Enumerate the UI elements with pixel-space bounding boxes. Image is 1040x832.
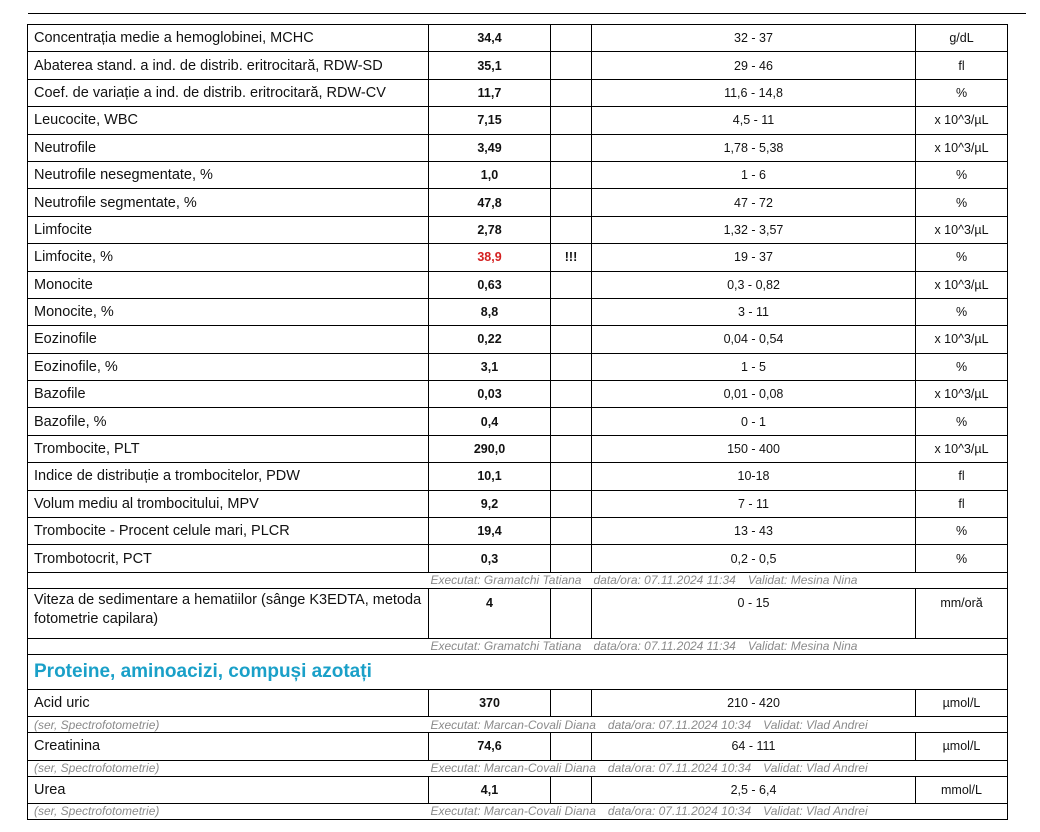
abnormal-flag	[551, 518, 592, 545]
abnormal-flag	[551, 298, 592, 325]
reference-range: 32 - 37	[592, 25, 916, 52]
validation-row	[28, 638, 1008, 654]
reference-range: 47 - 72	[592, 189, 916, 216]
unit: %	[916, 353, 1008, 380]
abnormal-flag	[551, 134, 592, 161]
table-row	[28, 776, 1008, 803]
table-row	[28, 326, 1008, 353]
unit: fl	[916, 52, 1008, 79]
table-row	[28, 25, 1008, 52]
test-value: 290,0	[429, 435, 551, 462]
abnormal-flag	[551, 52, 592, 79]
reference-range: 4,5 - 11	[592, 107, 916, 134]
unit: mm/oră	[916, 588, 1008, 638]
table-row	[28, 518, 1008, 545]
test-value: 3,1	[429, 353, 551, 380]
validated-by: Validat: Mesina Nina	[747, 639, 858, 654]
abnormal-flag	[551, 588, 592, 638]
section-title: Proteine, aminoacizi, compuși azotați	[28, 654, 1008, 689]
abnormal-flag	[551, 463, 592, 490]
empty-cell	[28, 638, 429, 654]
unit: µmol/L	[916, 689, 1008, 716]
test-value: 11,7	[429, 79, 551, 106]
exec-datetime: data/ora: 07.11.2024 10:34	[607, 761, 752, 776]
reference-range: 11,6 - 14,8	[592, 79, 916, 106]
test-name: Monocite	[28, 271, 429, 298]
exec-datetime: data/ora: 07.11.2024 11:34	[593, 639, 736, 654]
test-name: Neutrofile nesegmentate, %	[28, 161, 429, 188]
exec-datetime: data/ora: 07.11.2024 11:34	[593, 573, 736, 588]
reference-range: 1 - 6	[592, 161, 916, 188]
table-row	[28, 79, 1008, 106]
table-row	[28, 134, 1008, 161]
test-name: Eozinofile, %	[28, 353, 429, 380]
table-row	[28, 588, 1008, 638]
test-name: Eozinofile	[28, 326, 429, 353]
test-name: Neutrofile	[28, 134, 429, 161]
test-value: 34,4	[429, 25, 551, 52]
executed-by: Executat: Marcan-Covali Diana	[430, 804, 596, 819]
unit: %	[916, 161, 1008, 188]
abnormal-flag: !!!	[551, 244, 592, 271]
unit: %	[916, 518, 1008, 545]
table-row	[28, 161, 1008, 188]
reference-range: 1 - 5	[592, 353, 916, 380]
test-value: 1,0	[429, 161, 551, 188]
unit: mmol/L	[916, 776, 1008, 803]
test-value: 10,1	[429, 463, 551, 490]
test-value: 47,8	[429, 189, 551, 216]
unit: µmol/L	[916, 733, 1008, 760]
test-name: Leucocite, WBC	[28, 107, 429, 134]
test-value: 35,1	[429, 52, 551, 79]
abnormal-flag	[551, 733, 592, 760]
abnormal-flag	[551, 381, 592, 408]
test-value: 0,4	[429, 408, 551, 435]
abnormal-flag	[551, 545, 592, 572]
unit: x 10^3/µL	[916, 107, 1008, 134]
unit: x 10^3/µL	[916, 216, 1008, 243]
test-value: 2,78	[429, 216, 551, 243]
table-row	[28, 52, 1008, 79]
validation-info	[429, 717, 1008, 733]
reference-range: 2,5 - 6,4	[592, 776, 916, 803]
validation-row	[28, 717, 1008, 733]
executed-by: Executat: Gramatchi Tatiana	[430, 639, 582, 654]
reference-range: 1,32 - 3,57	[592, 216, 916, 243]
unit: %	[916, 545, 1008, 572]
exec-datetime: data/ora: 07.11.2024 10:34	[607, 804, 752, 819]
executed-by: Executat: Marcan-Covali Diana	[430, 761, 596, 776]
test-value: 8,8	[429, 298, 551, 325]
test-name: Urea	[28, 776, 429, 803]
method-note: (ser, Spectrofotometrie)	[28, 760, 429, 776]
test-value: 0,03	[429, 381, 551, 408]
reference-range: 150 - 400	[592, 435, 916, 462]
abnormal-flag	[551, 107, 592, 134]
empty-cell	[28, 572, 429, 588]
abnormal-flag	[551, 326, 592, 353]
reference-range: 0,04 - 0,54	[592, 326, 916, 353]
test-name: Acid uric	[28, 689, 429, 716]
abnormal-flag	[551, 161, 592, 188]
test-name: Indice de distribuție a trombocitelor, PDW	[28, 463, 429, 490]
unit: %	[916, 79, 1008, 106]
section-header	[28, 654, 1008, 689]
validated-by: Validat: Vlad Andrei	[763, 761, 868, 776]
method-note: (ser, Spectrofotometrie)	[28, 803, 429, 819]
test-value: 7,15	[429, 107, 551, 134]
abnormal-flag	[551, 271, 592, 298]
unit: x 10^3/µL	[916, 326, 1008, 353]
test-name: Limfocite	[28, 216, 429, 243]
test-name: Trombotocrit, PCT	[28, 545, 429, 572]
test-name: Abaterea stand. a ind. de distrib. eritrocitară, RDW-SD	[28, 52, 429, 79]
reference-range: 0,01 - 0,08	[592, 381, 916, 408]
reference-range: 0,2 - 0,5	[592, 545, 916, 572]
test-value: 4	[429, 588, 551, 638]
test-value: 19,4	[429, 518, 551, 545]
table-row	[28, 189, 1008, 216]
unit: %	[916, 189, 1008, 216]
abnormal-flag	[551, 216, 592, 243]
validation-row	[28, 803, 1008, 819]
unit: x 10^3/µL	[916, 134, 1008, 161]
abnormal-flag	[551, 490, 592, 517]
reference-range: 1,78 - 5,38	[592, 134, 916, 161]
table-row	[28, 271, 1008, 298]
test-value: 3,49	[429, 134, 551, 161]
unit: x 10^3/µL	[916, 271, 1008, 298]
method-note: (ser, Spectrofotometrie)	[28, 717, 429, 733]
abnormal-flag	[551, 776, 592, 803]
test-name: Coef. de variație a ind. de distrib. eritrocitară, RDW-CV	[28, 79, 429, 106]
exec-datetime: data/ora: 07.11.2024 10:34	[607, 717, 752, 732]
reference-range: 0,3 - 0,82	[592, 271, 916, 298]
reference-range: 3 - 11	[592, 298, 916, 325]
test-name: Limfocite, %	[28, 244, 429, 271]
table-row	[28, 408, 1008, 435]
validated-by: Validat: Mesina Nina	[747, 573, 858, 588]
table-row	[28, 463, 1008, 490]
test-name: Trombocite, PLT	[28, 435, 429, 462]
test-value: 0,3	[429, 545, 551, 572]
test-name: Trombocite - Procent celule mari, PLCR	[28, 518, 429, 545]
reference-range: 210 - 420	[592, 689, 916, 716]
results-table	[27, 24, 1008, 820]
unit: x 10^3/µL	[916, 381, 1008, 408]
test-value: 0,22	[429, 326, 551, 353]
abnormal-flag	[551, 25, 592, 52]
table-row	[28, 353, 1008, 380]
unit: %	[916, 298, 1008, 325]
unit: x 10^3/µL	[916, 435, 1008, 462]
test-value: 38,9	[429, 244, 551, 271]
table-row	[28, 107, 1008, 134]
table-row	[28, 545, 1008, 572]
unit: %	[916, 408, 1008, 435]
test-name: Creatinina	[28, 733, 429, 760]
reference-range: 10-18	[592, 463, 916, 490]
abnormal-flag	[551, 435, 592, 462]
test-value: 4,1	[429, 776, 551, 803]
reference-range: 29 - 46	[592, 52, 916, 79]
validation-info	[429, 638, 1008, 654]
table-row	[28, 298, 1008, 325]
validated-by: Validat: Vlad Andrei	[763, 717, 868, 732]
table-row	[28, 216, 1008, 243]
abnormal-flag	[551, 689, 592, 716]
test-name: Viteza de sedimentare a hematiilor (sânge K3EDTA, metoda fotometrie capilara)	[28, 588, 429, 638]
abnormal-flag	[551, 408, 592, 435]
validation-info	[429, 572, 1008, 588]
reference-range: 19 - 37	[592, 244, 916, 271]
table-row	[28, 490, 1008, 517]
validation-row	[28, 760, 1008, 776]
table-row	[28, 689, 1008, 716]
reference-range: 13 - 43	[592, 518, 916, 545]
unit: g/dL	[916, 25, 1008, 52]
validation-info	[429, 803, 1008, 819]
reference-range: 0 - 1	[592, 408, 916, 435]
table-row	[28, 381, 1008, 408]
test-name: Concentrația medie a hemoglobinei, MCHC	[28, 25, 429, 52]
reference-range: 0 - 15	[592, 588, 916, 638]
test-name: Bazofile, %	[28, 408, 429, 435]
test-value: 370	[429, 689, 551, 716]
reference-range: 64 - 111	[592, 733, 916, 760]
abnormal-flag	[551, 79, 592, 106]
top-rule	[28, 13, 1026, 14]
test-name: Monocite, %	[28, 298, 429, 325]
test-name: Volum mediu al trombocitului, MPV	[28, 490, 429, 517]
table-row	[28, 733, 1008, 760]
test-name: Neutrofile segmentate, %	[28, 189, 429, 216]
unit: fl	[916, 463, 1008, 490]
table-row	[28, 435, 1008, 462]
test-value: 0,63	[429, 271, 551, 298]
reference-range: 7 - 11	[592, 490, 916, 517]
unit: %	[916, 244, 1008, 271]
validation-info	[429, 760, 1008, 776]
test-value: 9,2	[429, 490, 551, 517]
table-row	[28, 244, 1008, 271]
test-value: 74,6	[429, 733, 551, 760]
validated-by: Validat: Vlad Andrei	[763, 804, 868, 819]
abnormal-flag	[551, 353, 592, 380]
unit: fl	[916, 490, 1008, 517]
executed-by: Executat: Gramatchi Tatiana	[430, 573, 582, 588]
validation-row	[28, 572, 1008, 588]
test-name: Bazofile	[28, 381, 429, 408]
abnormal-flag	[551, 189, 592, 216]
executed-by: Executat: Marcan-Covali Diana	[430, 717, 596, 732]
